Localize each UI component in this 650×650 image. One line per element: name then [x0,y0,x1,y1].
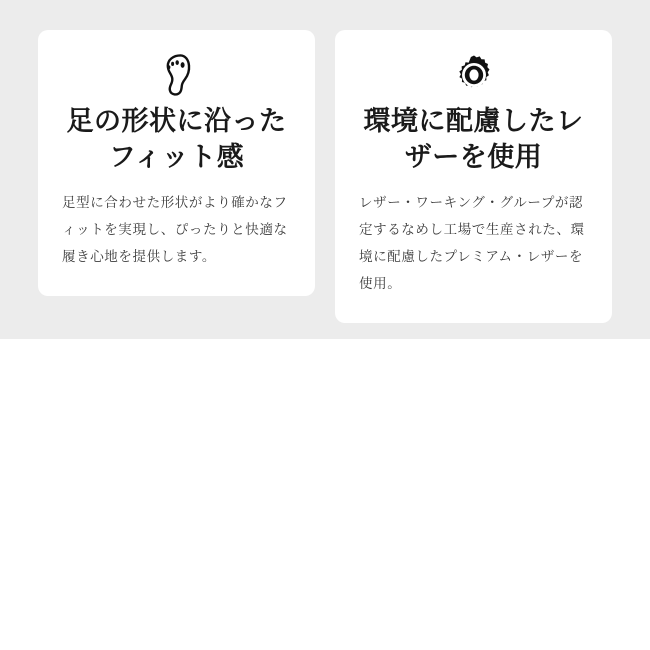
feature-card [38,30,315,296]
feature-card-body: 足型に合わせた形状がより確かなフィットを実現し、ぴったりと快適な履き心地を提供します。 [62,195,288,265]
footprint-icon [160,52,194,98]
feature-card-list [28,30,622,323]
gear-leather-certification-icon [453,52,495,98]
feature-card [335,30,612,323]
feature-card-body: レザー・ワーキング・グループが認定するなめし工場で生産された、環境に配慮したプレミアム・レザーを使用。 [359,195,585,292]
feature-card-title: 足の形状に沿ったフィット感 [66,106,287,172]
feature-card-title: 環境に配慮したレザーを使用 [363,106,584,172]
empty-area [0,339,650,650]
